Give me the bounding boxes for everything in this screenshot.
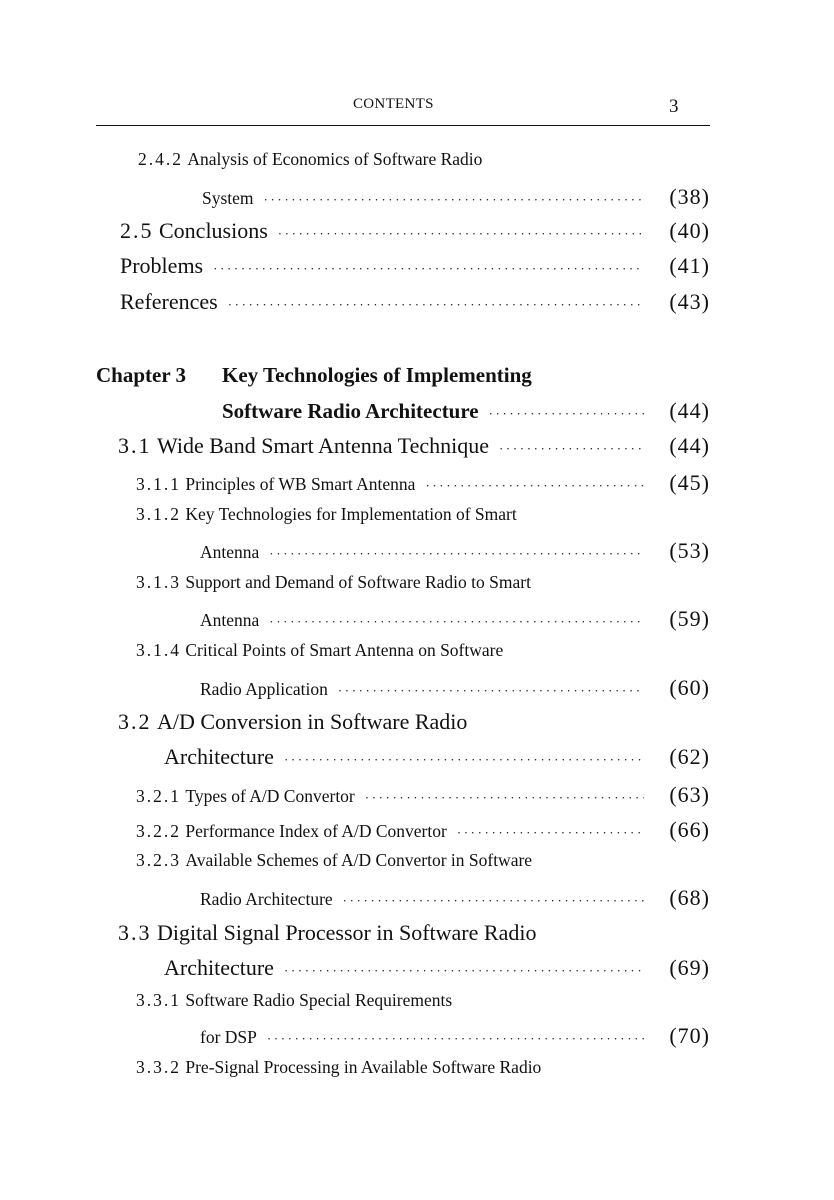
entry-title: Conclusions [159,218,268,243]
entry-title: Principles of WB Smart Antenna [185,474,416,494]
page-ref: (43) [669,289,710,314]
entry-title: Antenna [200,542,260,562]
entry-title: Problems [120,253,204,278]
entry-title: A/D Conversion in Software Radio [157,709,468,734]
page-ref: (66) [669,817,710,842]
section-number: 3.1 [118,433,152,458]
section-number: 3.1.3 [136,572,181,592]
page-number: 3 [669,96,679,117]
page-ref: (53) [669,538,710,563]
header-rule [96,125,710,126]
dot-leader [284,753,644,766]
dot-leader [499,442,644,455]
toc-entry-2-5 [120,218,710,244]
toc-entry-3-2-3-cont [200,885,710,911]
entry-title: Antenna [200,610,260,630]
section-number: 3.1.2 [136,504,181,524]
dot-leader [267,1032,644,1045]
section-number: 3.1.1 [136,474,181,494]
entry-title: Wide Band Smart Antenna Technique [157,433,489,458]
section-number: 3.3.1 [136,990,181,1010]
section-number: 3.2 [118,709,152,734]
page-ref: (41) [669,253,710,278]
entry-title: References [120,289,218,314]
chapter-heading [96,363,532,388]
running-title: CONTENTS [353,96,434,112]
page-ref: (40) [669,218,710,243]
entry-title: Types of A/D Convertor [185,786,355,806]
entry-title: for DSP [200,1027,257,1047]
toc-entry-3-2 [118,709,467,735]
page-ref: (45) [669,470,710,495]
dot-leader [338,684,644,697]
toc-entry-3-3-cont [164,955,710,981]
toc-entry-3-2-3 [136,850,532,871]
dot-leader [228,298,644,311]
entry-title: Architecture [164,744,274,769]
page-ref: (59) [669,606,710,631]
section-number: 3.3 [118,920,152,945]
toc-entry-3-1-1 [136,470,710,496]
dot-leader [264,193,644,206]
entry-title: Pre-Signal Processing in Available Software Radio [185,1057,542,1077]
toc-entry-2-4-2-cont [202,184,710,210]
toc-entry-3-3 [118,920,536,946]
page-ref: (62) [669,744,710,769]
entry-title: Software Radio Special Requirements [185,990,453,1010]
toc-entry-3-1 [118,433,710,459]
toc-entry-3-2-2 [136,817,710,843]
section-number: 3.2.1 [136,786,181,806]
toc-entry-3-2-cont [164,744,710,770]
page-ref: (70) [669,1023,710,1048]
section-number: 2.5 [120,218,154,243]
chapter-heading-cont [222,398,710,424]
entry-title: Radio Architecture [200,889,333,909]
toc-entry-3-3-2 [136,1057,541,1078]
toc-entry-3-3-1 [136,990,452,1011]
page-ref: (69) [669,955,710,980]
page-ref: (38) [669,184,710,209]
toc-entry-3-1-4 [136,640,503,661]
entry-title: Critical Points of Smart Antenna on Software [185,640,504,660]
entry-title: System [202,188,254,208]
dot-leader [343,894,644,907]
section-number: 3.2.3 [136,850,181,870]
dot-leader [489,407,644,420]
entry-title: Performance Index of A/D Convertor [185,821,447,841]
dot-leader [457,826,644,839]
dot-leader [365,791,644,804]
page-ref: (63) [669,782,710,807]
toc-entry-3-2-1 [136,782,710,808]
toc-entry-problems [120,253,710,279]
chapter-title: Key Technologies of Implementing [222,363,532,387]
entry-title: Key Technologies for Implementation of Smart [185,504,517,524]
toc-entry-2-4-2 [138,149,482,170]
entry-title: Architecture [164,955,274,980]
section-number: 2.4.2 [138,149,183,169]
section-number: 3.3.2 [136,1057,181,1077]
dot-leader [269,615,644,628]
page-ref: (68) [669,885,710,910]
entry-title: Support and Demand of Software Radio to Smart [185,572,531,592]
page-ref: (44) [669,433,710,458]
page-ref: (60) [669,675,710,700]
dot-leader [425,479,644,492]
dot-leader [278,227,644,240]
toc-entry-3-1-3-cont [200,606,710,632]
section-number: 3.2.2 [136,821,181,841]
entry-title: Digital Signal Processor in Software Radio [157,920,537,945]
entry-title: Radio Application [200,679,328,699]
chapter-label: Chapter 3 [96,363,187,387]
dot-leader [269,547,644,560]
section-number: 3.1.4 [136,640,181,660]
entry-title: Analysis of Economics of Software Radio [187,149,483,169]
toc-entry-3-1-2-cont [200,538,710,564]
toc-entry-3-3-1-cont [200,1023,710,1049]
dot-leader [284,964,644,977]
toc-entry-references [120,289,710,315]
toc-entry-3-1-3 [136,572,531,593]
toc-entry-3-1-2 [136,504,517,525]
entry-title: Available Schemes of A/D Convertor in Software [185,850,533,870]
dot-leader [213,262,644,275]
chapter-title: Software Radio Architecture [222,399,479,423]
toc-entry-3-1-4-cont [200,675,710,701]
page-ref: (44) [669,398,710,423]
